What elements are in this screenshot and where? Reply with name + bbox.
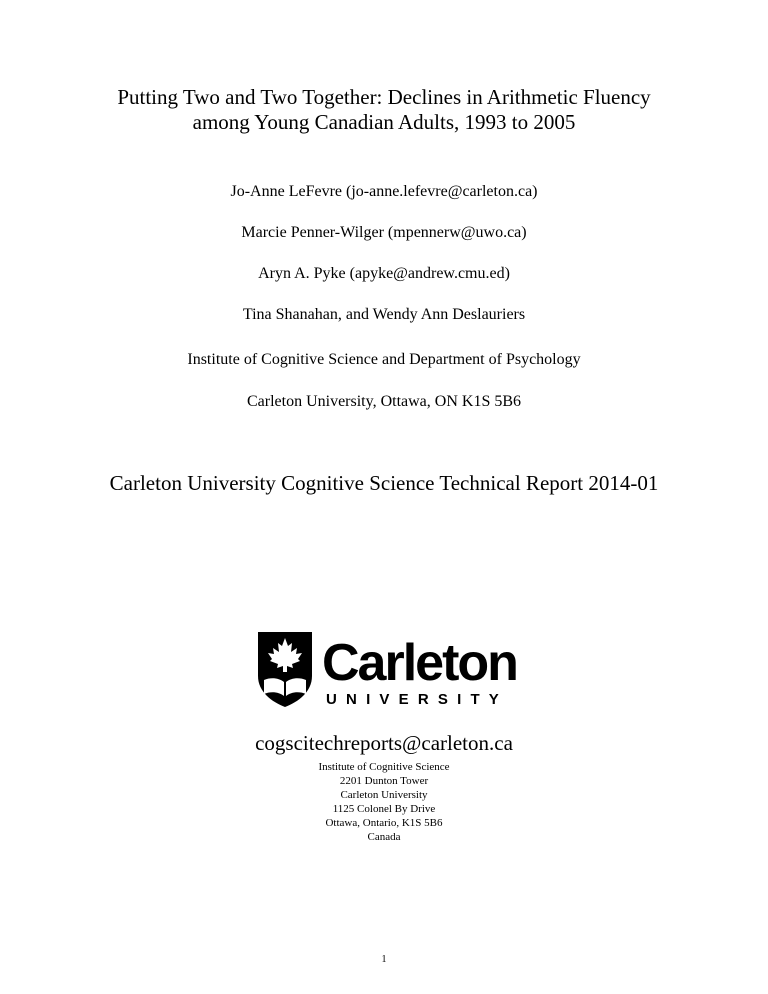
logo-wordmark: Carleton: [322, 634, 517, 692]
contact-email[interactable]: cogscitechreports@carleton.ca: [255, 731, 513, 755]
paper-title-line-1: Putting Two and Two Together: Declines in Arithmetic Fluency: [117, 85, 651, 109]
author-1: Jo-Anne LeFevre (jo-anne.lefevre@carleton.ca): [230, 183, 538, 200]
address-line-6: Canada: [367, 831, 401, 843]
address-line-3: Carleton University: [340, 789, 428, 801]
author-3: Aryn A. Pyke (apyke@andrew.cmu.ed): [258, 265, 510, 282]
shield-maple-leaf-book-icon: [258, 632, 312, 707]
address-line-5: Ottawa, Ontario, K1S 5B6: [325, 817, 443, 829]
carleton-university-logo: [254, 630, 524, 708]
author-4: Tina Shanahan, and Wendy Ann Deslauriers: [242, 306, 526, 323]
paper-title: [0, 85, 768, 135]
affiliation-line-1: Institute of Cognitive Science and Department of Psychology: [187, 351, 581, 368]
address-line-4: 1125 Colonel By Drive: [332, 803, 436, 815]
address-line-2: 2201 Dunton Tower: [339, 775, 429, 787]
technical-report-label: Carleton University Cognitive Science Technical Report 2014-01: [109, 471, 659, 495]
logo-subtitle: UNIVERSITY: [326, 691, 509, 708]
paper-title-line-2: among Young Canadian Adults, 1993 to 2005: [192, 110, 576, 134]
page-number: 1: [381, 954, 387, 965]
author-2: Marcie Penner-Wilger (mpennerw@uwo.ca): [241, 224, 527, 241]
affiliation-line-2: Carleton University, Ottawa, ON K1S 5B6: [246, 393, 522, 410]
postal-address: [0, 760, 768, 844]
address-line-1: Institute of Cognitive Science: [318, 761, 450, 773]
